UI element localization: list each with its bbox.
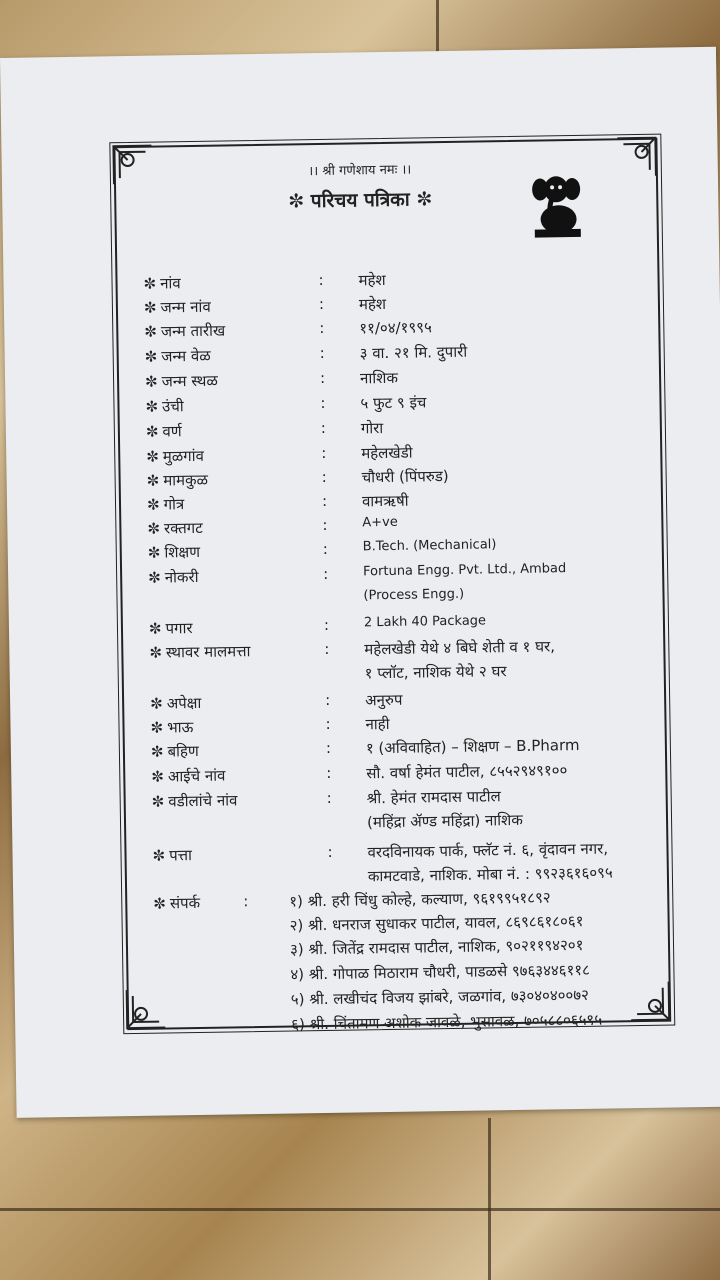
contact-item: ३) श्री. जितेंद्र रामदास पाटील, नाशिक, ९०२११९४२०१ xyxy=(289,935,584,959)
field-colon: : xyxy=(321,443,327,463)
title-star-right: ✼ xyxy=(416,188,433,211)
field-value: अनुरुप xyxy=(364,690,403,710)
field-colon: : xyxy=(318,270,324,290)
field-value: Fortuna Engg. Pvt. Ltd., Ambad xyxy=(362,561,567,580)
field-colon: : xyxy=(327,842,333,861)
field-label: ✼ जन्म स्थळ xyxy=(144,371,218,391)
contacts-colon: : xyxy=(243,892,249,911)
field-label: ✼ वडीलांचे नांव xyxy=(151,791,238,811)
field-colon: : xyxy=(320,418,327,438)
field-value: महेश xyxy=(358,294,387,314)
field-label: ✼ पगार xyxy=(148,619,193,638)
field-value-line2: कामटवाडे, नाशिक. मोबा नं. : ९९२३६१६०९५ xyxy=(367,863,613,886)
ganesha-icon xyxy=(524,169,589,240)
field-label: ✼ आईचे नांव xyxy=(151,766,226,786)
field-label: ✼ नोकरी xyxy=(148,567,199,587)
field-value: B.Tech. (Mechanical) xyxy=(362,537,497,555)
field-value: ५ फुट ९ इंच xyxy=(360,393,427,413)
field-label: ✼ भाऊ xyxy=(150,718,194,737)
contact-item: ६) श्री. चिंतामण अशोक जावळे, भुसावळ, ७०५८८०६५९५ xyxy=(291,1010,603,1034)
field-colon: : xyxy=(325,738,332,757)
field-colon: : xyxy=(322,539,328,558)
field-value: महेलखेडी येथे ४ बिघे शेती व १ घर, xyxy=(364,637,556,659)
field-value: महेलखेडी xyxy=(361,443,413,463)
field-colon: : xyxy=(326,763,332,782)
floor-tile-seam xyxy=(0,1208,720,1211)
field-label: ✼ मुळगांव xyxy=(146,446,205,466)
field-value: श्री. हेमंत रामदास पाटील xyxy=(366,787,501,808)
field-label: ✼ शिक्षण xyxy=(147,542,201,562)
field-colon: : xyxy=(321,467,327,486)
field-colon: : xyxy=(319,368,326,388)
field-value: १ (अविवाहित) – शिक्षण – B.Pharm xyxy=(365,735,580,758)
field-colon: : xyxy=(320,393,326,413)
field-value: ११/०४/१९९५ xyxy=(359,318,432,338)
field-label: ✼ रक्तगट xyxy=(147,518,203,538)
field-colon: : xyxy=(323,615,330,634)
field-label: ✼ नांव xyxy=(143,274,181,293)
invocation-text: ।। श्री गणेशाय नमः ।। xyxy=(308,162,412,180)
field-label: ✼ बहिण xyxy=(150,741,199,761)
field-label: ✼ जन्म तारीख xyxy=(144,321,226,341)
field-value: महेश xyxy=(358,270,386,290)
field-value: सौ. वर्षा हेमंत पाटील, ८५५२९४९१०० xyxy=(366,761,568,783)
field-value: नाशिक xyxy=(359,368,399,388)
corner-ornament-icon xyxy=(627,978,674,1025)
field-value: ३ वा. २१ मि. दुपारी xyxy=(359,342,468,363)
contact-item: ५) श्री. लखीचंद विजय झांबरे, जळगांव, ७३०४०४००७२ xyxy=(290,985,590,1009)
field-value: गोरा xyxy=(360,419,384,438)
field-label: ✼ स्थावर मालमत्ता xyxy=(149,642,251,662)
field-value: A+ve xyxy=(362,514,398,531)
field-value-line2: (महिंद्रा ॲण्ड महिंद्रा) नाशिक xyxy=(366,810,523,832)
field-label: ✼ गोत्र xyxy=(146,495,185,514)
title-star-left: ✼ xyxy=(288,190,305,213)
field-label: ✼ वर्ण xyxy=(145,422,182,441)
field-value-line2: १ प्लॉट, नाशिक येथे २ घर xyxy=(364,662,507,683)
contact-item: १) श्री. हरी चिंधु कोल्हे, कल्याण, ९६१९९५१८९२ xyxy=(289,888,551,911)
field-label: ✼ जन्म वेळ xyxy=(144,346,211,366)
field-colon: : xyxy=(323,564,329,583)
field-colon: : xyxy=(318,294,325,314)
field-colon: : xyxy=(325,714,331,733)
field-value-line2: (Process Engg.) xyxy=(363,586,465,604)
corner-ornament-icon xyxy=(123,985,170,1032)
field-colon: : xyxy=(319,343,325,363)
field-label: ✼ पत्ता xyxy=(152,846,193,865)
contact-item: ४) श्री. गोपाळ मिठाराम चौधरी, पाडळसे ९७६३४४६११८ xyxy=(290,960,591,984)
contact-item: २) श्री. धनराज सुधाकर पाटील, यावल, ८६९८६१८०६१ xyxy=(289,911,584,935)
biodata-sheet xyxy=(0,47,720,1118)
field-label: ✼ मामकुळ xyxy=(146,470,209,490)
field-value: 2 Lakh 40 Package xyxy=(363,613,487,631)
field-value: चौधरी (पिंपरुड) xyxy=(361,467,449,487)
title-text: परिचय पत्रिका xyxy=(310,188,410,213)
field-value: वरदविनायक पार्क, फ्लॅट नं. ६, वृंदावन नगर, xyxy=(367,839,609,862)
floor-tile-seam xyxy=(488,1118,491,1280)
field-label: ✼ उंची xyxy=(145,397,184,416)
contacts-label: ✼ संपर्क xyxy=(153,893,201,913)
field-colon: : xyxy=(322,515,328,534)
field-colon: : xyxy=(326,788,332,807)
field-value: वामऋषी xyxy=(361,491,409,511)
field-value: नाही xyxy=(365,714,390,734)
field-colon: : xyxy=(321,491,328,510)
field-colon: : xyxy=(324,690,331,709)
field-label: ✼ अपेक्षा xyxy=(150,693,202,713)
field-colon: : xyxy=(324,639,330,658)
field-colon: : xyxy=(319,318,325,338)
field-label: ✼ जन्म नांव xyxy=(143,297,211,317)
